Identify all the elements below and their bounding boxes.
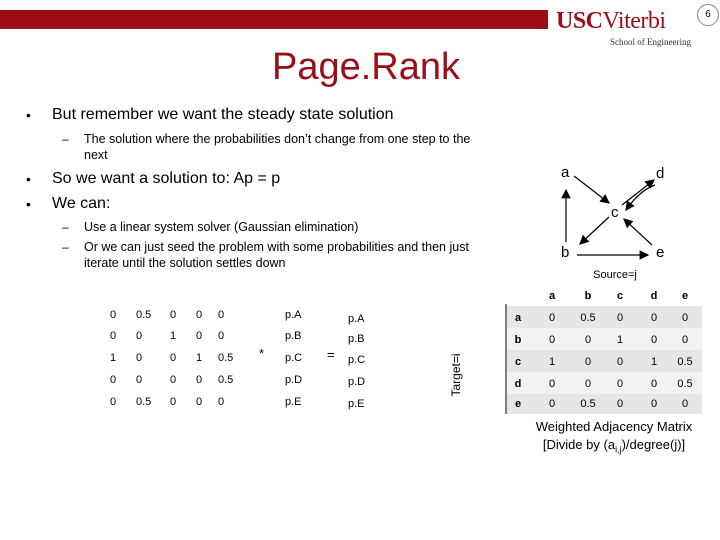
result-vector-entry: p.D	[348, 376, 366, 388]
matrix-cell: 0	[170, 396, 177, 408]
matrix-cell: 0	[196, 330, 203, 342]
page-number: 6	[705, 9, 711, 20]
graph-node-c: c	[611, 204, 619, 221]
matrix-cell: 0	[170, 352, 177, 364]
table-cell: 0	[650, 312, 658, 324]
table-col-header: d	[650, 290, 658, 302]
graph-node-b: b	[561, 244, 570, 261]
matrix-cell: 1	[110, 352, 117, 364]
result-vector-entry: p.A	[348, 313, 365, 325]
table-cell: 0.5	[580, 398, 596, 410]
edge-c-b	[580, 217, 609, 244]
table-row-header: c	[514, 356, 522, 368]
table-row-header: a	[514, 312, 522, 324]
bullet-solve-ap: So we want a solution to: Ap = p	[52, 170, 281, 187]
table-cell: 0	[616, 378, 624, 390]
matrix-cell: 0	[196, 374, 203, 386]
matrix-cell: 0	[170, 309, 177, 321]
matrix-cell: 1	[196, 352, 203, 364]
bullet-dot: •	[26, 171, 31, 187]
table-cell: 0	[584, 378, 592, 390]
table-cell: 0	[650, 398, 658, 410]
sub-bullet-dash: –	[62, 220, 69, 234]
table-col-header: e	[681, 290, 689, 302]
matrix-cell: 0	[110, 374, 117, 386]
matrix-cell: 0	[170, 374, 177, 386]
logo-usc-text: USC	[556, 8, 603, 34]
table-cell: 1	[548, 356, 556, 368]
graph-node-d: d	[656, 165, 665, 182]
caption-prefix: [Divide by (a	[542, 437, 616, 452]
table-cell: 0	[681, 334, 689, 346]
p-vector-entry: p.B	[285, 330, 302, 342]
matrix-cell: 0.5	[218, 374, 234, 386]
matrix-cell: 0	[136, 374, 143, 386]
bullet-dot: •	[26, 196, 31, 212]
p-vector-entry: p.D	[285, 374, 303, 386]
table-cell: 0	[616, 356, 624, 368]
table-cell: 0	[584, 334, 592, 346]
matrix-cell: 0	[136, 352, 143, 364]
caption-line-1: Weighted Adjacency Matrix	[535, 419, 693, 434]
table-row-header: d	[514, 378, 522, 390]
table-row-header: e	[514, 398, 522, 410]
table-cell: 0	[548, 378, 556, 390]
table-row-header: b	[514, 334, 522, 346]
table-col-header: a	[548, 290, 556, 302]
graph-node-e: e	[656, 244, 665, 261]
table-cell: 0	[650, 378, 658, 390]
table-cell: 1	[650, 356, 658, 368]
sub-bullet-dash: –	[62, 240, 69, 254]
matrix-cell: 0	[196, 396, 203, 408]
table-cell: 0	[548, 334, 556, 346]
sub-bullet-dash: –	[62, 132, 69, 146]
table-col-header: c	[616, 290, 624, 302]
equals-operator: =	[327, 347, 335, 362]
table-cell: 0	[584, 356, 592, 368]
matrix-cell: 0	[196, 309, 203, 321]
matrix-cell: 0	[110, 330, 117, 342]
matrix-cell: 1	[170, 330, 177, 342]
table-cell: 0.5	[677, 356, 693, 368]
table-col-header: b	[584, 290, 592, 302]
matrix-cell: 0.5	[136, 396, 152, 408]
bullet-dot: •	[26, 107, 31, 123]
result-vector-entry: p.E	[348, 398, 365, 410]
sub-bullet-gaussian: Use a linear system solver (Gaussian elimination)	[84, 220, 359, 234]
table-cell: 0	[650, 334, 658, 346]
caption-suffix: )/degree(j)]	[621, 437, 686, 452]
graph-node-a: a	[561, 164, 570, 181]
p-vector-entry: p.E	[285, 396, 302, 408]
matrix-cell: 0	[110, 396, 117, 408]
matrix-cell: 0	[136, 330, 143, 342]
logo-viterbi-text: Viterbi	[602, 8, 666, 34]
p-vector-entry: p.C	[285, 352, 303, 364]
edge-c-d	[622, 180, 654, 205]
bullet-we-can: We can:	[52, 195, 111, 212]
table-cell: 0	[616, 398, 624, 410]
matrix-cell: 0.5	[136, 309, 152, 321]
source-label: Source=j	[593, 269, 637, 281]
logo-subtitle: School of Engineering	[610, 37, 691, 47]
edge-a-c	[574, 176, 609, 203]
table-cell: 0	[681, 398, 689, 410]
target-label: Target=i	[449, 353, 463, 397]
matrix-cell: 0	[218, 309, 225, 321]
table-cell: 0	[681, 312, 689, 324]
bullet-steady-state: But remember we want the steady state solution	[52, 106, 394, 123]
matrix-cell: 0.5	[218, 352, 234, 364]
matrix-cell: 0	[110, 309, 117, 321]
table-cell: 0	[548, 398, 556, 410]
slide-title: Page.Rank	[272, 46, 461, 88]
edge-e-c	[624, 219, 652, 245]
sub-bullet-iterate: Or we can just seed the problem with some probabilities and then just iterate until the solution settles down	[84, 240, 469, 270]
caption-subscript: i,j	[615, 444, 622, 455]
edge-d-c	[626, 185, 655, 210]
table-cell: 0.5	[580, 312, 596, 324]
matrix-cell: 0	[218, 330, 225, 342]
matrix-cell: 0	[218, 396, 225, 408]
sub-bullet-steady-definition: The solution where the probabilities don’t change from one step to the next	[84, 132, 471, 162]
times-operator: *	[259, 346, 265, 361]
table-cell: 0	[616, 312, 624, 324]
matrix-caption	[508, 418, 720, 459]
result-vector-entry: p.C	[348, 354, 366, 366]
table-cell: 0.5	[677, 378, 693, 390]
table-cell: 0	[548, 312, 556, 324]
p-vector-entry: p.A	[285, 309, 302, 321]
result-vector-entry: p.B	[348, 333, 365, 345]
table-cell: 1	[616, 334, 624, 346]
caption-line-2	[508, 436, 720, 459]
